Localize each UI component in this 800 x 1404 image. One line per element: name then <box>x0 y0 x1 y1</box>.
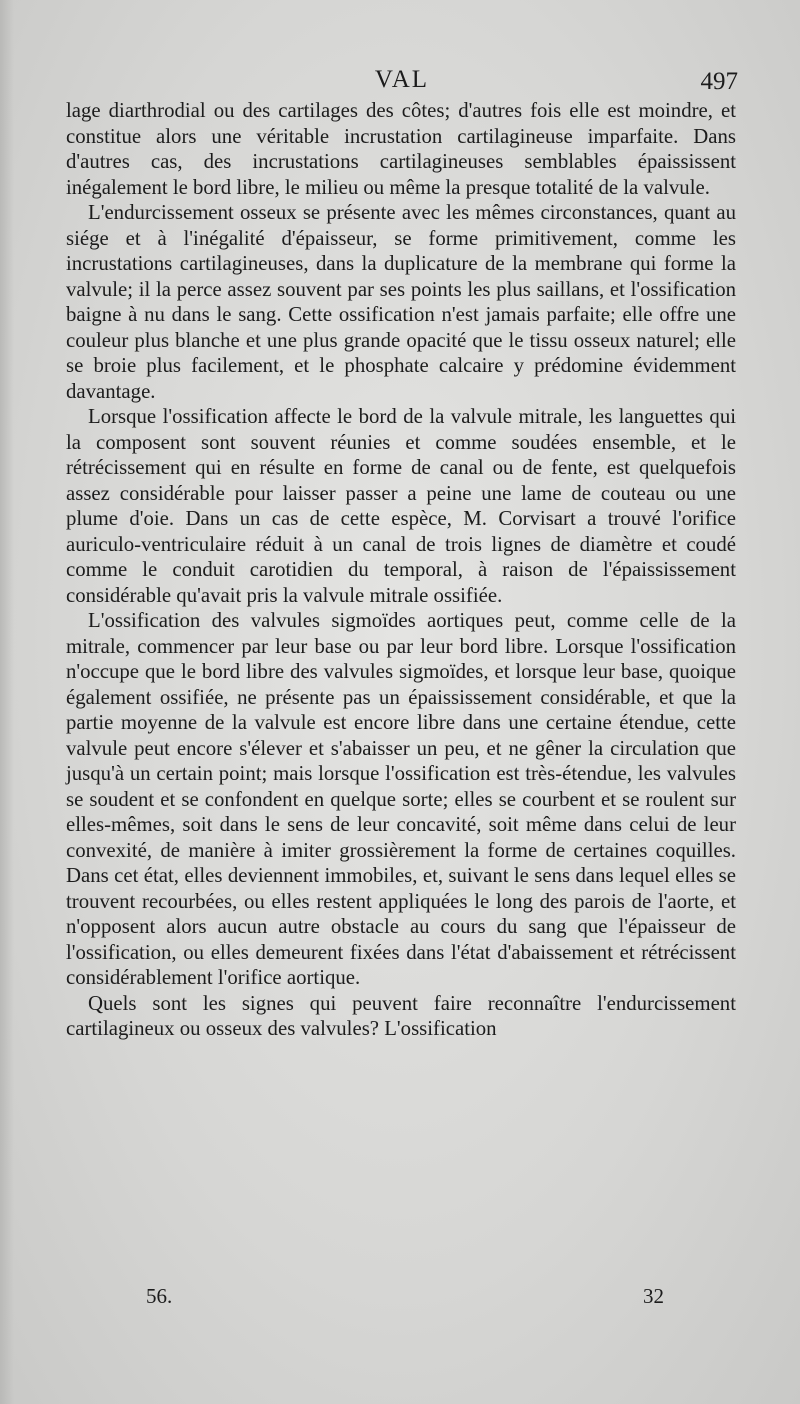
page-footer <box>66 1284 738 1314</box>
page-gutter-shadow <box>0 0 14 1404</box>
page-number: 497 <box>700 68 738 95</box>
volume-mark: 56. <box>146 1284 173 1308</box>
body-text <box>66 98 736 1042</box>
paragraph-continuation: lage diarthrodial ou des cartilages des côtes; d'autres fois elle est moindre, et constitue alors une véritable incrustation cartilagineuse imparfaite. Dans d'autres cas, des incrustations cartilagineuses semblables épaississent inégalement le bord libre, le milieu ou même la presque totalité de la valvule. <box>66 99 736 199</box>
page-header <box>66 66 738 102</box>
paragraph-endurcissement-osseux: L'endurcissement osseux se présente avec les mêmes circonstances, quant au siége et à l'inégalité d'épaisseur, se forme primitivement, comme les incrustations cartilagineuses, dans la duplicature de la membrane qui forme la valvule; il la perce assez souvent par ses points les plus saillans, et l'ossification baigne à nu dans le sang. Cette ossification n'est jamais parfaite; elle offre une couleur plus blanche et une plus grande opacité que le tissu osseux naturel; elle se broie plus facilement, et le phosphate calcaire y prédomine évidemment davantage. <box>66 201 736 403</box>
running-head: VAL <box>374 66 430 93</box>
paragraph-valvule-mitrale: Lorsque l'ossification affecte le bord de la valvule mitrale, les languettes qui la composent sont souvent réunies et comme soudées ensemble, et le rétrécissement qui en résulte en forme de canal ou de fente, est quelquefois assez considérable pour laisser passer a peine une lame de couteau ou une plume d'oie. Dans un cas de cette espèce, M. Corvisart a trouvé l'orifice auriculo-ventriculaire réduit à un canal de trois lignes de diamètre et coudé comme le conduit carotidien du temporal, à raison de l'épaississement considérable qu'avait pris la valvule mitrale ossifiée. <box>66 405 736 607</box>
paragraph-valvules-sigmoides: L'ossification des valvules sigmoïdes aortiques peut, comme celle de la mitrale, commencer par leur base ou par leur bord libre. Lorsque l'ossification n'occupe que le bord libre des valvules sigmoïdes, et lorsque leur base, quoique également ossifiée, ne présente pas un épaississement considérable, et que la partie moyenne de la valvule est encore libre dans une certaine étendue, cette valvule peut encore s'élever et s'abaisser un peu, et ne gêner la circulation que jusqu'à un certain point; mais lorsque l'ossification est très-étendue, les valvules se soudent et se confondent en quelque sorte; elles se courbent et se roulent sur elles-mêmes, soit dans le sens de leur concavité, soit même dans celui de leur convexité, de manière à imiter grossièrement la forme de certaines coquilles. Dans cet état, elles deviennent immobiles, et, suivant le sens dans lequel elles se trouvent recourbées, ou elles restent appliquées le long des parois de l'aorte, et n'opposent alors aucun autre obstacle au cours du sang que l'épaisseur de l'ossification, ou elles demeurent fixées dans l'état d'abaissement et rétrécissent considérablement l'orifice aortique. <box>66 609 736 989</box>
signature-mark: 32 <box>643 1284 664 1308</box>
paragraph-signes: Quels sont les signes qui peuvent faire reconnaître l'endurcissement cartilagineux ou osseux des valvules? L'ossification <box>66 991 736 1040</box>
